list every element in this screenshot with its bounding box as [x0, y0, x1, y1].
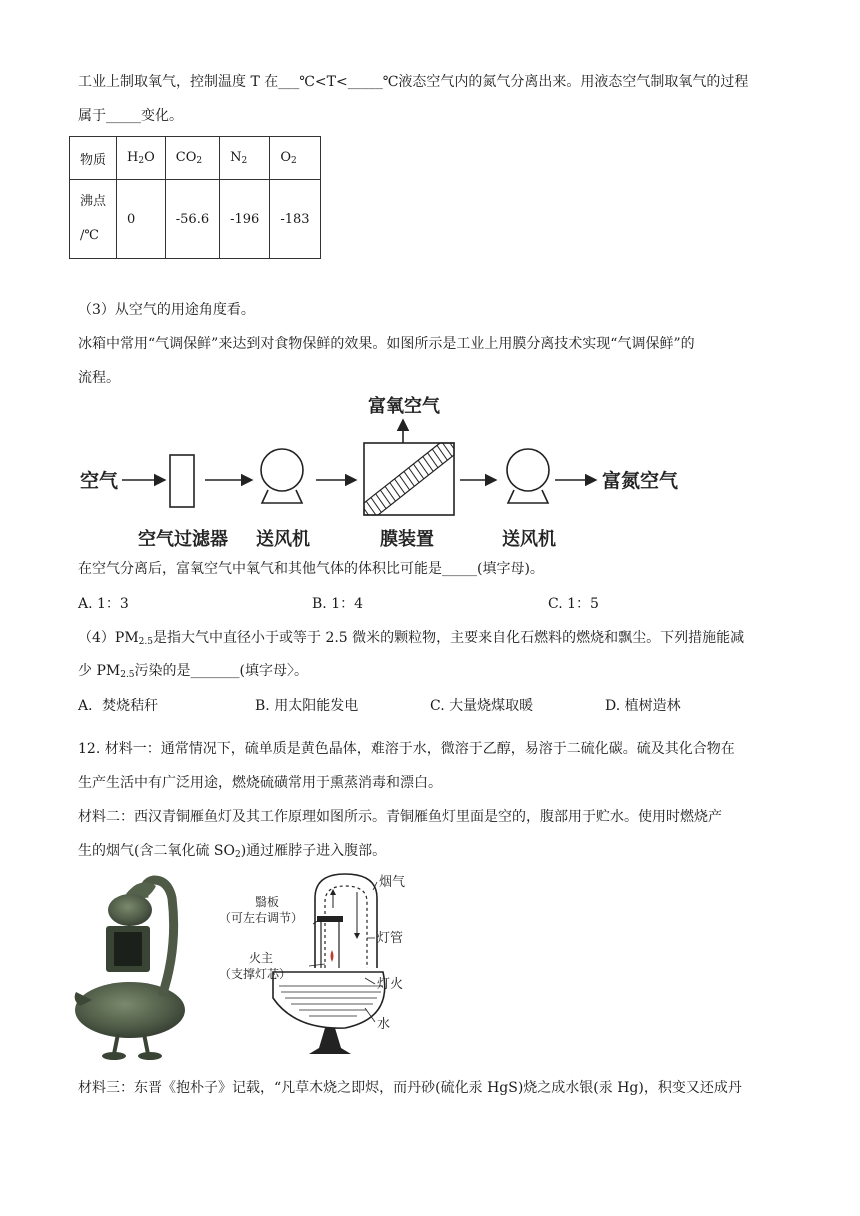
label-fire: 灯火 — [377, 977, 404, 992]
intro-line-1: 工业上制取氧气，控制温度 T 在___℃<T<_____℃液态空气内的氮气分离出来。用液态空气制取氧气的过程 — [78, 74, 749, 90]
q4-option-d: D. 植树造林 — [605, 698, 681, 714]
q4-line-2: 少 $PM_{2.5}$污染的是_______(填字母〉。 — [78, 663, 309, 680]
q12-line-1: 12. 材料一：通常情况下，硫单质是黄色晶体，难溶于水，微溶于乙醇，易溶于二硫化碳。硫及其化合物在 — [78, 741, 735, 757]
diagram-oxygen-label: 富氧空气 — [368, 396, 440, 417]
diagram-input-label: 空气 — [80, 470, 119, 492]
q4-option-b: B. 用太阳能发电 — [255, 698, 359, 714]
q3-title: （3）从空气的用途角度看。 — [78, 302, 255, 318]
membrane-flow-diagram — [0, 0, 860, 560]
membrane-shape — [364, 443, 454, 515]
q3-line-2: 流程。 — [78, 370, 120, 386]
table-cell: -56.6 — [165, 180, 219, 259]
q4-line-1: $(4)PM_{2.5}$是指大气中直径小于或等于 2.5 微米的颗粒物，主要来自化石燃料的燃烧和飘尘。下列措施能减 — [78, 630, 745, 647]
q3-question: 在空气分离后，富氧空气中氧气和其他气体的体积比可能是_____(填字母)。 — [78, 561, 544, 577]
air-filter-shape — [170, 455, 194, 507]
intro-line-2: 属于_____变化。 — [78, 108, 183, 124]
q3-option-b: B. 1：4 — [312, 596, 364, 612]
diagram-blower-1-label: 送风机 — [256, 529, 310, 550]
q3-option-c: C. 1：5 — [548, 596, 599, 612]
blower-2-shape — [507, 449, 549, 491]
diagram-blower-2-label: 送风机 — [502, 529, 556, 550]
label-shade-note: （可左右调节） — [219, 911, 304, 925]
diagram-nitrogen-label: 富氮空气 — [602, 470, 679, 492]
diagram-filter-label: 空气过滤器 — [138, 529, 228, 550]
table-header-cell: 物质 — [70, 137, 117, 180]
table-row-label: 沸点 /℃ — [70, 180, 117, 259]
blower-1-shape — [261, 449, 303, 491]
table-header-cell: $H_2O$ — [117, 137, 166, 180]
table-header-cell: $N_2$ — [220, 137, 270, 180]
q3-option-a: A. 1：3 — [78, 596, 129, 612]
label-shade: 翳板 — [255, 895, 280, 909]
table-cell: -183 — [270, 180, 320, 259]
table-cell: -196 — [220, 180, 270, 259]
q3-line-1: 冰箱中常用“气调保鲜”来达到对食物保鲜的效果。如图所示是工业上用膜分离技术实现“气调保鲜”的 — [78, 336, 695, 352]
q4-option-c: C. 大量烧煤取暖 — [430, 698, 534, 714]
bronze-goose-lamp-photo — [70, 868, 200, 1063]
lamp-principle-diagram — [215, 868, 445, 1063]
table-cell: 0 — [117, 180, 166, 259]
label-water: 水 — [377, 1017, 391, 1032]
blower-1-base — [262, 490, 302, 503]
table-header-cell: $O_2$ — [270, 137, 320, 180]
q4-option-a: A．焚烧秸秆 — [78, 698, 159, 714]
q12-line-5: 材料三：东晋《抱朴子》记载，“凡草木烧之即烬，而丹砂(硫化汞 HgS)烧之成水银(汞 Hg)，积变又还成丹 — [78, 1080, 742, 1096]
table-header-cell: $CO_2$ — [165, 137, 219, 180]
label-smoke: 烟气 — [379, 875, 406, 890]
q12-line-2: 生产生活中有广泛用途，燃烧硫磺常用于熏蒸消毒和漂白。 — [78, 775, 442, 791]
q12-line-4: 生的烟气(含二氧化硫 $SO_2$)通过雁脖子进入腹部。 — [78, 843, 387, 860]
q12-line-3: 材料二：西汉青铜雁鱼灯及其工作原理如图所示。青铜雁鱼灯里面是空的，腹部用于贮水。使用时燃烧产 — [78, 809, 722, 825]
label-holder-note: （支撑灯芯） — [219, 967, 292, 981]
label-holder: 火主 — [249, 951, 274, 965]
label-tube: 灯管 — [377, 931, 404, 946]
diagram-membrane-label: 膜装置 — [380, 529, 434, 550]
blower-2-base — [508, 490, 548, 503]
